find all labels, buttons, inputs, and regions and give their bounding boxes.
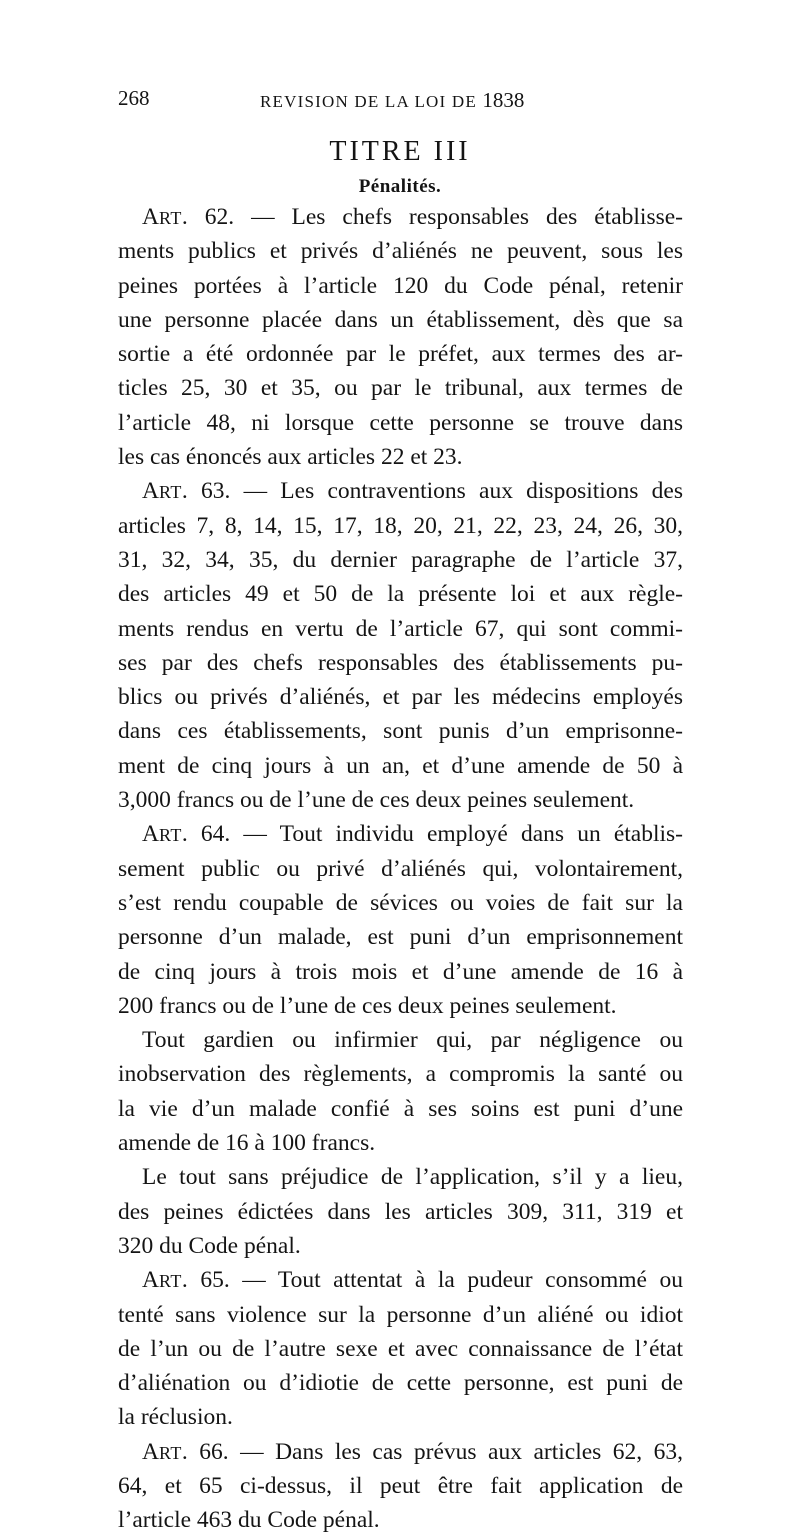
text-line <box>118 612 683 646</box>
article-heading-line <box>118 200 683 234</box>
text-line <box>118 646 683 680</box>
text-line <box>118 406 683 440</box>
line-text: 64, et 65 ci-dessus, il peut être fait application de <box>118 1472 683 1499</box>
line-text: Tout gardien ou infirmier qui, par négligence ou <box>142 1027 683 1054</box>
line-text: articles 7, 8, 14, 15, 17, 18, 20, 21, 22, 23, 24, 26, 30, <box>118 512 683 539</box>
line-text: s’est rendu coupable de sévices ou voies de fait sur la <box>118 889 683 916</box>
article-label-smallcaps: RT <box>158 208 182 228</box>
article-label-smallcaps: RT <box>158 825 182 846</box>
text-line <box>118 1229 683 1263</box>
line-text: l’article 48, ni lorsque cette personne se trouve dans <box>118 409 683 436</box>
text-line <box>118 1023 683 1057</box>
line-text: l’article 463 du Code pénal. <box>118 1507 380 1534</box>
article-label-initial: A <box>142 204 159 230</box>
text-line <box>118 337 683 371</box>
text-line <box>118 749 683 783</box>
line-text: d’aliénation ou d’idiotie de cette personne, est puni de <box>118 1370 683 1397</box>
line-text: de cinq jours à trois mois et d’une amende de 16 à <box>118 958 683 985</box>
text-line <box>118 1126 683 1160</box>
text-line <box>118 440 683 474</box>
line-text: ment de cinq jours à un an, et d’une amende de 50 à <box>118 752 683 779</box>
text-line <box>118 303 683 337</box>
line-text: ments rendus en vertu de l’article 67, qui sont commi- <box>118 615 683 642</box>
line-text: des peines édictées dans les articles 309, 311, 319 et <box>118 1198 683 1225</box>
text-line <box>118 577 683 611</box>
line-text: la réclusion. <box>118 1404 233 1431</box>
line-text: ticles 25, 30 et 35, ou par le tribunal, aux termes de <box>118 375 683 402</box>
text-line <box>118 1366 683 1400</box>
text-line <box>118 783 683 817</box>
line-text: une personne placée dans un établissement, dès que sa <box>118 306 683 333</box>
section-subtitle: Pénalités. <box>358 176 442 197</box>
text-line <box>118 1195 683 1229</box>
line-text: amende de 16 à 100 francs. <box>118 1130 376 1157</box>
line-text: 31, 32, 34, 35, du dernier paragraphe de l’article 37, <box>118 546 683 573</box>
line-text: de l’un ou de l’autre sexe et avec connaissance de l’état <box>118 1335 683 1362</box>
line-text: inobservation des règlements, a compromis la santé ou <box>118 1061 683 1088</box>
text-line <box>118 1503 683 1537</box>
line-text: . 66. — Dans les cas prévus aux articles 62, 63, <box>181 1438 683 1465</box>
line-text: sement public ou privé d’aliénés qui, volontairement, <box>118 855 683 882</box>
text-line <box>118 920 683 954</box>
text-line <box>118 955 683 989</box>
line-text: la vie d’un malade confié à ses soins est puni d’une <box>118 1095 683 1122</box>
line-text: 200 francs ou de l’une de ces deux peines seulement. <box>118 992 617 1019</box>
article-label-initial: A <box>142 1438 159 1465</box>
text-line <box>118 269 683 303</box>
text-line <box>118 234 683 268</box>
line-text: ments publics et privés d’aliénés ne peuvent, sous les <box>118 238 683 265</box>
article-heading-line <box>118 1263 683 1297</box>
page-header <box>118 86 683 126</box>
article-heading-line <box>118 817 683 851</box>
article-heading-line <box>118 1435 683 1469</box>
text-line <box>118 1400 683 1434</box>
page-number: 268 <box>118 86 150 110</box>
text-line <box>118 989 683 1023</box>
article-label-initial: A <box>142 478 159 505</box>
line-text: . 63. — Les contraventions aux dispositions des <box>181 478 683 505</box>
line-text: . 62. — Les chefs responsables des établisse- <box>181 204 683 230</box>
article-label-initial: A <box>142 821 159 848</box>
running-title-text: REVISION DE LA LOI DE <box>260 92 477 111</box>
line-text: Le tout sans préjudice de l’application, s’il y a lieu, <box>142 1164 683 1191</box>
line-text: sortie a été ordonnée par le préfet, aux termes des ar- <box>118 341 683 368</box>
text-line <box>118 371 683 405</box>
line-text: 3,000 francs ou de l’une de ces deux peines seulement. <box>118 787 635 814</box>
section-title: TITRE III <box>329 136 471 167</box>
text-line <box>118 1332 683 1366</box>
text-line <box>118 1092 683 1126</box>
line-text: des articles 49 et 50 de la présente loi et aux règle- <box>118 581 683 608</box>
body-text <box>118 200 683 1538</box>
line-text: peines portées à l’article 120 du Code pénal, retenir <box>118 272 683 299</box>
line-text: ses par des chefs responsables des établissements pu- <box>118 649 683 676</box>
text-line <box>118 714 683 748</box>
line-text: 320 du Code pénal. <box>118 1232 301 1259</box>
text-line <box>118 1469 683 1503</box>
line-text: personne d’un malade, est puni d’un emprisonnement <box>118 924 683 951</box>
article-heading-line <box>118 474 683 508</box>
article-label-initial: A <box>142 1267 159 1294</box>
text-line <box>118 680 683 714</box>
text-line <box>118 543 683 577</box>
article-label-smallcaps: RT <box>158 482 182 503</box>
text-line <box>118 886 683 920</box>
article-label-smallcaps: RT <box>158 1271 182 1292</box>
article-label-smallcaps: RT <box>158 1442 182 1463</box>
text-line <box>118 509 683 543</box>
text-line <box>118 852 683 886</box>
text-line <box>118 1057 683 1091</box>
running-title-year: 1838 <box>482 88 525 112</box>
text-line <box>118 1298 683 1332</box>
line-text: tenté sans violence sur la personne d’un aliéné ou idiot <box>118 1301 683 1328</box>
text-line <box>118 1160 683 1194</box>
line-text: . 64. — Tout individu employé dans un établis- <box>181 821 683 848</box>
line-text: . 65. — Tout attentat à la pudeur consommé ou <box>181 1267 683 1294</box>
running-title <box>260 88 524 113</box>
line-text: blics ou privés d’aliénés, et par les médecins employés <box>118 684 683 711</box>
line-text: les cas énoncés aux articles 22 et 23. <box>118 444 463 471</box>
line-text: dans ces établissements, sont punis d’un emprisonne- <box>118 718 683 745</box>
